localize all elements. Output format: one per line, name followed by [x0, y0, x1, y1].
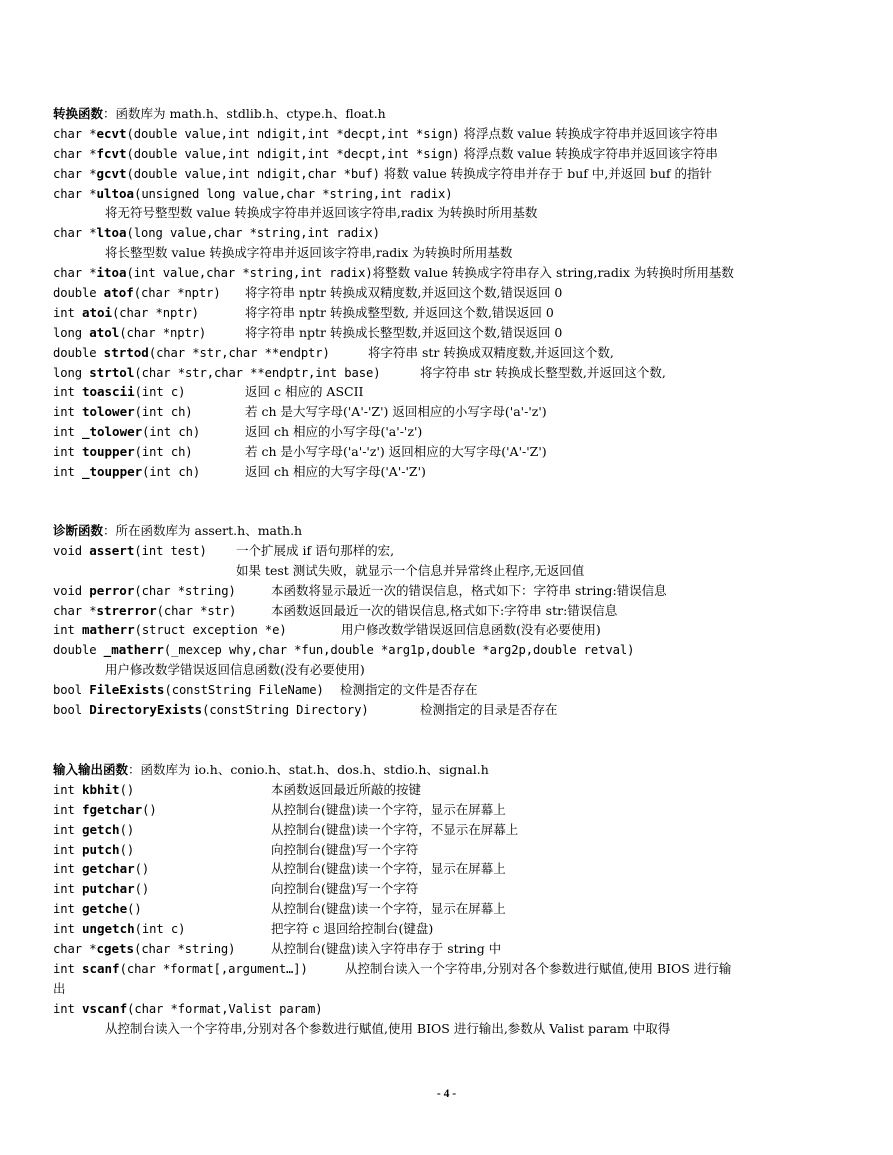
return-type: double [53, 643, 104, 658]
function-signature: (char *nptr) [119, 325, 207, 340]
function-entry [53, 382, 843, 402]
function-name: _toupper [81, 464, 143, 480]
return-type: char * [53, 266, 97, 281]
function-entry [53, 184, 843, 204]
io-functions-section [53, 760, 843, 1038]
function-signature: (_mexcep why,char *fun,double *arg1p,double *arg2p,double retval) [163, 643, 635, 658]
function-name: ungetch [81, 921, 135, 937]
function-description: 将字符串 nptr 转换成长整型数,并返回这个数,错误返回 0 [245, 324, 563, 340]
return-type: int [53, 465, 82, 480]
description-text: 从控制台读入一个字符串,分别对各个参数进行赋值,使用 BIOS 进行输出,参数从 Valist param 中取得 [105, 1020, 671, 1036]
function-name: DirectoryExists [89, 702, 203, 718]
function-signature: () [119, 782, 135, 797]
function-name: _matherr [103, 642, 164, 658]
description-text: 出 [53, 980, 66, 996]
return-type: int [53, 445, 82, 460]
function-description: 检测指定的目录是否存在 [420, 702, 558, 718]
return-type: bool [53, 683, 90, 698]
function-entry [53, 919, 843, 939]
function-name: gcvt [96, 165, 127, 181]
function-signature: (double value,int ndigit,int *decpt,int *sign) [126, 126, 460, 141]
function-entry [53, 442, 843, 462]
function-entry [53, 800, 843, 820]
io-function-list [53, 780, 843, 1039]
description-continuation [53, 1019, 843, 1039]
function-entry [53, 541, 843, 561]
function-entry [53, 859, 843, 879]
function-entry [53, 581, 843, 601]
function-signature: () [119, 822, 135, 837]
function-entry [53, 899, 843, 919]
return-type: void [53, 543, 90, 558]
function-signature: () [134, 862, 150, 877]
function-signature: (long value,char *string,int radix) [126, 226, 380, 241]
function-entry [53, 601, 843, 621]
function-name: atol [89, 324, 120, 340]
function-signature: () [119, 842, 135, 857]
wrapped-text [53, 979, 843, 999]
function-description: 本函数返回最近所敲的按键 [271, 781, 422, 797]
function-description: 将字符串 str 转换成长整型数,并返回这个数, [420, 364, 666, 380]
function-name: cgets [96, 941, 135, 957]
return-type: int [53, 782, 82, 797]
function-description: 用户修改数学错误返回信息函数(没有必要使用) [341, 622, 601, 638]
function-signature: (char *string) [134, 583, 236, 598]
function-description: 将字符串 str 转换成双精度数,并返回这个数, [368, 344, 614, 360]
section-heading [53, 521, 843, 541]
section-intro: ：函数库为 math.h、stdlib.h、ctype.h、float.h [103, 106, 386, 121]
function-entry [53, 640, 843, 660]
return-type: char * [53, 186, 97, 201]
function-signature: (char *string) [134, 942, 236, 957]
section-intro: ：所在函数库为 assert.h、math.h [103, 523, 303, 538]
function-name: atoi [81, 304, 113, 320]
function-description: 从控制台读入一个字符串,分别对各个参数进行赋值,使用 BIOS 进行输 [345, 960, 732, 976]
function-name: putch [81, 841, 120, 857]
function-entry [53, 303, 843, 323]
function-signature: (int ch) [134, 405, 193, 420]
function-description: 将浮点数 value 转换成字符串并返回该字符串 [459, 125, 718, 141]
function-entry [53, 144, 843, 164]
function-description: 将数 value 转换成字符串并存于 buf 中,并返回 buf 的指针 [379, 165, 712, 181]
function-signature: (constString Directory) [202, 703, 369, 718]
function-entry [53, 402, 843, 422]
return-type: int [53, 385, 82, 400]
function-entry [53, 840, 843, 860]
function-name: itoa [96, 265, 127, 281]
function-signature: (constString FileName) [164, 683, 324, 698]
return-type: int [53, 405, 82, 420]
description-text: 如果 test 测试失败，就显示一个信息并异常终止程序,无返回值 [236, 562, 585, 578]
section-heading-label: 输入输出函数 [53, 762, 129, 777]
description-continuation [53, 203, 843, 223]
function-name: ultoa [96, 185, 135, 201]
return-type: int [53, 961, 82, 976]
return-type: int [53, 902, 82, 917]
section-heading [53, 104, 843, 124]
function-description: 从控制台(键盘)读一个字符，不显示在屏幕上 [271, 821, 519, 837]
function-name: toascii [81, 384, 135, 400]
function-signature: (int ch) [134, 445, 193, 460]
function-name: _tolower [81, 424, 143, 440]
description-continuation [53, 561, 843, 581]
function-signature: (int ch) [142, 425, 201, 440]
function-name: strtod [103, 344, 149, 360]
function-name: atof [103, 285, 134, 301]
function-description: 将整数 value 转换成字符串存入 string,radix 为转换时所用基数 [372, 265, 734, 281]
function-name: ecvt [96, 125, 127, 141]
function-entry [53, 422, 843, 442]
return-type: int [53, 882, 82, 897]
function-name: getchar [81, 861, 135, 877]
return-type: int [53, 305, 82, 320]
return-type: int [53, 922, 82, 937]
return-type: long [53, 365, 90, 380]
return-type: bool [53, 703, 90, 718]
function-description: 把字符 c 退回给控制台(键盘) [271, 921, 434, 937]
function-description: 本函数返回最近一次的错误信息,格式如下:字符串 str:错误信息 [271, 602, 618, 618]
function-name: strtol [89, 364, 135, 380]
function-signature: (char *nptr) [133, 286, 221, 301]
function-name: FileExists [89, 682, 165, 698]
return-type: int [53, 425, 82, 440]
function-signature: (char *str) [156, 603, 237, 618]
function-entry [53, 879, 843, 899]
return-type: int [53, 623, 82, 638]
function-description: 向控制台(键盘)写一个字符 [271, 841, 419, 857]
return-type: char * [53, 166, 97, 181]
function-description: 从控制台(键盘)读一个字符，显示在屏幕上 [271, 861, 506, 877]
description-text: 用户修改数学错误返回信息函数(没有必要使用) [105, 662, 365, 678]
function-name: vscanf [81, 1000, 128, 1016]
page-number: - 4 - [436, 1088, 457, 1100]
return-type: char * [53, 146, 97, 161]
function-entry [53, 343, 843, 363]
return-type: double [53, 286, 104, 301]
function-description: 将浮点数 value 转换成字符串并返回该字符串 [459, 145, 718, 161]
return-type: int [53, 802, 82, 817]
return-type: int [53, 842, 82, 857]
description-continuation [53, 660, 843, 680]
function-name: perror [89, 582, 135, 598]
function-entry [53, 283, 843, 303]
function-name: scanf [81, 960, 120, 976]
function-name: putchar [81, 881, 135, 897]
return-type: char * [53, 942, 97, 957]
function-description: 将字符串 nptr 转换成双精度数,并返回这个数,错误返回 0 [245, 285, 563, 301]
function-signature: (int c) [134, 385, 186, 400]
function-name: ltoa [96, 225, 127, 241]
function-name: getch [81, 821, 120, 837]
return-type: char * [53, 603, 97, 618]
function-entry [53, 124, 843, 144]
function-name: matherr [81, 622, 135, 638]
section-heading-label: 诊断函数 [53, 523, 104, 538]
function-signature: (unsigned long value,char *string,int radix) [134, 186, 453, 201]
function-name: strerror [96, 602, 157, 618]
return-type: int [53, 862, 82, 877]
function-entry [53, 620, 843, 640]
return-type: long [53, 325, 90, 340]
function-signature: (int ch) [142, 465, 201, 480]
function-name: toupper [81, 444, 135, 460]
section-intro: ：函数库为 io.h、conio.h、stat.h、dos.h、stdio.h、signal.h [128, 762, 489, 777]
return-type: char * [53, 126, 97, 141]
function-description: 返回 c 相应的 ASCII [245, 384, 364, 400]
function-entry [53, 164, 843, 184]
function-description: 若 ch 是大写字母('A'-'Z') 返回相应的小写字母('a'-'z') [245, 404, 547, 420]
function-signature: (double value,int ndigit,char *buf) [126, 166, 380, 181]
function-entry [53, 780, 843, 800]
diagnostic-function-list [53, 541, 843, 720]
return-type: int [53, 1001, 82, 1016]
function-name: fgetchar [81, 801, 143, 817]
conversion-functions-section [53, 104, 843, 482]
function-entry [53, 959, 843, 979]
function-description: 从控制台(键盘)读一个字符，显示在屏幕上 [271, 801, 506, 817]
function-description: 从控制台(键盘)读入字符串存于 string 中 [271, 941, 502, 957]
function-name: kbhit [81, 781, 120, 797]
return-type: double [53, 345, 104, 360]
function-description: 将字符串 nptr 转换成整型数, 并返回这个数,错误返回 0 [245, 304, 554, 320]
function-signature: (char *format,Valist param) [127, 1001, 323, 1016]
function-description: 返回 ch 相应的小写字母('a'-'z') [245, 424, 423, 440]
function-entry [53, 999, 843, 1019]
function-description: 若 ch 是小写字母('a'-'z') 返回相应的大写字母('A'-'Z') [245, 444, 547, 460]
function-name: fcvt [96, 145, 127, 161]
description-text: 将长整型数 value 转换成字符串并返回该字符串,radix 为转换时所用基数 [105, 245, 513, 261]
description-continuation [53, 243, 843, 263]
function-signature: () [142, 802, 157, 817]
function-entry [53, 323, 843, 343]
function-signature: () [134, 882, 150, 897]
function-name: getche [81, 901, 128, 917]
function-entry [53, 820, 843, 840]
conversion-function-list [53, 124, 843, 482]
function-entry [53, 223, 843, 243]
section-heading-label: 转换函数 [53, 106, 104, 121]
function-name: tolower [81, 404, 135, 420]
function-signature: (char *nptr) [112, 305, 199, 320]
return-type: int [53, 822, 82, 837]
function-description: 从控制台(键盘)读一个字符，显示在屏幕上 [271, 901, 506, 917]
function-signature: (char *str,char **endptr) [148, 345, 330, 360]
section-heading [53, 760, 843, 780]
function-entry [53, 462, 843, 482]
return-type: void [53, 583, 90, 598]
function-description: 一个扩展成 if 语句那样的宏, [236, 542, 395, 558]
function-description: 本函数将显示最近一次的错误信息，格式如下：字符串 string:错误信息 [271, 582, 667, 598]
function-entry [53, 939, 843, 959]
function-signature: (int test) [134, 543, 207, 558]
description-text: 将无符号整型数 value 转换成字符串并返回该字符串,radix 为转换时所用基数 [105, 205, 538, 221]
function-signature: (char *str,char **endptr,int base) [134, 365, 381, 380]
function-entry [53, 363, 843, 383]
function-description: 检测指定的文件是否存在 [340, 682, 478, 698]
function-entry [53, 263, 843, 283]
diagnostic-functions-section [53, 521, 843, 720]
function-signature: (int c) [134, 922, 186, 937]
function-signature: (struct exception *e) [134, 623, 287, 638]
function-signature: (char *format[,argument…]) [119, 961, 308, 976]
function-signature: (int value,char *string,int radix) [126, 266, 373, 281]
function-signature: (double value,int ndigit,int *decpt,int *sign) [126, 146, 460, 161]
function-entry [53, 700, 843, 720]
return-type: char * [53, 226, 97, 241]
function-name: assert [89, 542, 135, 558]
function-description: 返回 ch 相应的大写字母('A'-'Z') [245, 464, 426, 480]
function-description: 向控制台(键盘)写一个字符 [271, 881, 419, 897]
function-signature: () [127, 902, 142, 917]
function-entry [53, 680, 843, 700]
